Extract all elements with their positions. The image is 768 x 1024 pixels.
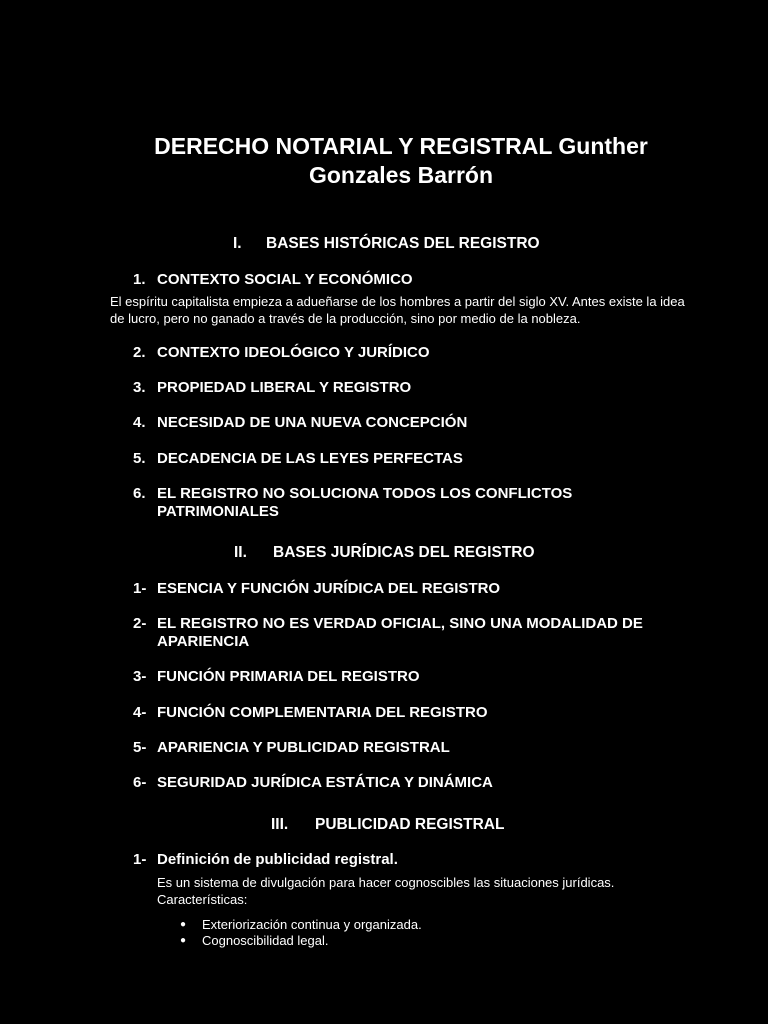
list-item xyxy=(133,704,733,722)
item-number: 4. xyxy=(133,414,146,431)
item-text: NECESIDAD DE UNA NUEVA CONCEPCIÓN xyxy=(157,414,468,431)
item-number: 6- xyxy=(133,774,147,791)
bullet-icon: ● xyxy=(180,919,187,930)
list-item xyxy=(133,668,733,686)
item-number: 5. xyxy=(133,450,146,467)
section-title: BASES HISTÓRICAS DEL REGISTRO xyxy=(266,235,540,252)
title-line-2: Gonzales Barrón xyxy=(308,162,494,188)
section-numeral: III. xyxy=(271,816,289,833)
section-title: PUBLICIDAD REGISTRAL xyxy=(315,816,505,833)
paragraph: El espíritu capitalista empieza a adueñarse de los hombres a partir del siglo XV. Antes existe la idea de lucro, pero no ganado a través de la producción, sino por medio de la nobleza. xyxy=(110,294,685,326)
item-number: 6. xyxy=(133,485,146,502)
item-text: FUNCIÓN PRIMARIA DEL REGISTRO xyxy=(157,668,420,685)
list-item xyxy=(133,580,733,598)
item-text: DECADENCIA DE LAS LEYES PERFECTAS xyxy=(157,450,463,467)
item-number: 2- xyxy=(133,615,147,632)
section-title: BASES JURÍDICAS DEL REGISTRO xyxy=(273,544,535,561)
section-heading-2 xyxy=(234,544,535,562)
document-title xyxy=(0,132,768,190)
item-number: 3- xyxy=(133,668,147,685)
list-item xyxy=(133,774,733,792)
bullet-item xyxy=(180,933,580,949)
list-item xyxy=(133,414,733,432)
item-text: SEGURIDAD JURÍDICA ESTÁTICA Y DINÁMICA xyxy=(157,774,493,791)
list-item xyxy=(133,379,733,397)
section-heading-1 xyxy=(233,235,540,253)
list-item xyxy=(133,344,733,362)
item-number: 4- xyxy=(133,704,147,721)
bullet-text: Exteriorización continua y organizada. xyxy=(202,917,422,932)
list-item xyxy=(133,450,733,468)
item-text: CONTEXTO SOCIAL Y ECONÓMICO xyxy=(157,271,413,288)
list-item xyxy=(133,739,733,757)
section-numeral: I. xyxy=(233,235,242,252)
paragraph: Es un sistema de divulgación para hacer cognoscibles las situaciones jurídicas. Características: xyxy=(157,875,615,907)
item-text: APARIENCIA Y PUBLICIDAD REGISTRAL xyxy=(157,739,450,756)
item-text: Definición de publicidad registral. xyxy=(157,851,398,868)
bullet-text: Cognoscibilidad legal. xyxy=(202,933,329,948)
item-text: FUNCIÓN COMPLEMENTARIA DEL REGISTRO xyxy=(157,704,488,721)
bullet-item xyxy=(180,917,580,933)
list-item xyxy=(133,485,633,521)
item-number: 1. xyxy=(133,271,146,288)
bullet-icon: ● xyxy=(180,935,187,946)
list-item xyxy=(133,615,693,651)
section-numeral: II. xyxy=(234,544,247,561)
item-text: ESENCIA Y FUNCIÓN JURÍDICA DEL REGISTRO xyxy=(157,580,501,597)
item-number: 2. xyxy=(133,344,146,361)
item-text: PROPIEDAD LIBERAL Y REGISTRO xyxy=(157,379,412,396)
item-number: 5- xyxy=(133,739,147,756)
item-number: 3. xyxy=(133,379,146,396)
title-line-1: DERECHO NOTARIAL Y REGISTRAL Gunther xyxy=(154,133,648,159)
list-item xyxy=(133,851,733,869)
section-heading-3 xyxy=(271,816,504,834)
item-text: EL REGISTRO NO ES VERDAD OFICIAL, SINO UNA MODALIDAD DE APARIENCIA xyxy=(157,615,643,650)
item-number: 1- xyxy=(133,851,147,868)
item-text: CONTEXTO IDEOLÓGICO Y JURÍDICO xyxy=(157,344,430,361)
list-item xyxy=(133,271,733,289)
item-text: EL REGISTRO NO SOLUCIONA TODOS LOS CONFLICTOS PATRIMONIALES xyxy=(157,485,573,520)
item-number: 1- xyxy=(133,580,147,597)
